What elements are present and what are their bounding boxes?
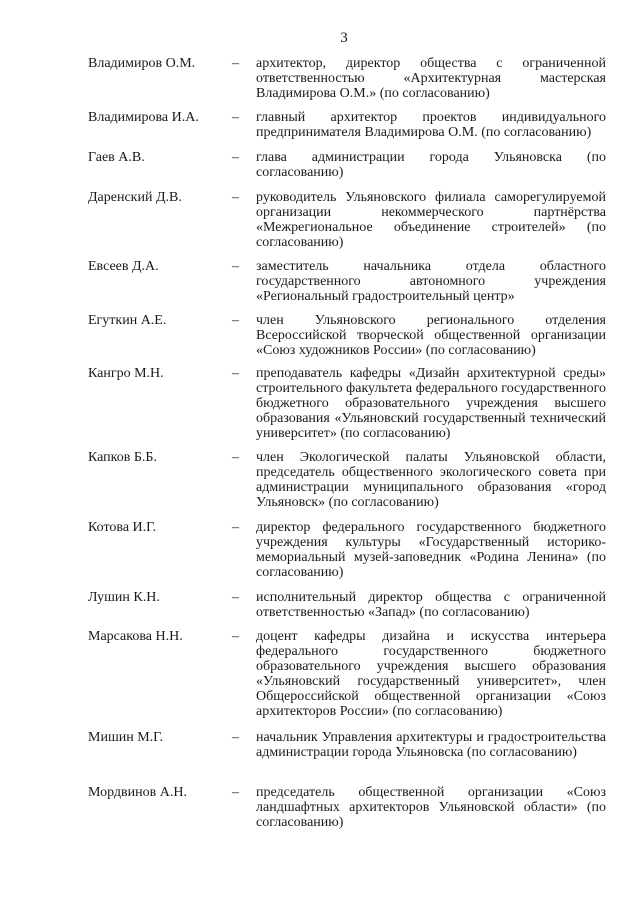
member-position: глава администрации города Ульяновска (по согласованию) xyxy=(256,150,606,180)
dash-separator: – xyxy=(232,110,239,125)
member-position: заместитель начальника отдела областного государственного автономного учреждения «Региональный градостроительный центр» xyxy=(256,259,606,304)
member-name: Марсакова Н.Н. xyxy=(88,629,183,644)
dash-separator: – xyxy=(232,629,239,644)
dash-separator: – xyxy=(232,190,239,205)
dash-separator: – xyxy=(232,730,239,745)
member-position: член Экологической палаты Ульяновской области, председатель общественного экологического совета при администрации муниципального образования «город Ульяновск» (по согласованию) xyxy=(256,450,606,510)
dash-separator: – xyxy=(232,785,239,800)
dash-separator: – xyxy=(232,450,239,465)
member-name: Даренский Д.В. xyxy=(88,190,182,205)
member-position: начальник Управления архитектуры и градостроительства администрации города Ульяновска (по согласованию) xyxy=(256,730,606,760)
member-name: Евсеев Д.А. xyxy=(88,259,159,274)
member-name: Мордвинов А.Н. xyxy=(88,785,187,800)
member-name: Владимирова И.А. xyxy=(88,110,199,125)
dash-separator: – xyxy=(232,259,239,274)
member-name: Капков Б.Б. xyxy=(88,450,157,465)
member-position: руководитель Ульяновского филиала саморегулируемой организации некоммерческого партнёрства «Межрегиональное объединение строителей» (по согласованию) xyxy=(256,190,606,250)
dash-separator: – xyxy=(232,520,239,535)
member-position: преподаватель кафедры «Дизайн архитектурной среды» строительного факультета федерального государственного бюджетного образовательного учреждения высшего образования «Ульяновский государственный технический университет» (по согласованию) xyxy=(256,366,606,441)
member-position: член Ульяновского регионального отделения Всероссийской творческой общественной организации «Союз художников России» (по согласованию) xyxy=(256,313,606,358)
member-name: Мишин М.Г. xyxy=(88,730,164,745)
member-position: доцент кафедры дизайна и искусства интерьера федерального государственного бюджетного образовательного учреждения высшего образования «Ульяновский государственный университет», член Общероссийской общественной организации «Союз архитекторов России» (по согласованию) xyxy=(256,629,606,719)
member-position: исполнительный директор общества с ограниченной ответственностью «Запад» (по согласованию) xyxy=(256,590,606,620)
member-name: Егуткин А.Е. xyxy=(88,313,167,328)
member-position: главный архитектор проектов индивидуального предпринимателя Владимирова О.М. (по согласованию) xyxy=(256,110,606,140)
dash-separator: – xyxy=(232,56,239,71)
member-name: Гаев А.В. xyxy=(88,150,145,165)
dash-separator: – xyxy=(232,590,239,605)
dash-separator: – xyxy=(232,150,239,165)
member-name: Котова И.Г. xyxy=(88,520,157,535)
member-position: председатель общественной организации «Союз ландшафтных архитекторов Ульяновской области» (по согласованию) xyxy=(256,785,606,830)
member-name: Владимиров О.М. xyxy=(88,56,196,71)
member-position: архитектор, директор общества с ограниченной ответственностью «Архитектурная мастерская Владимирова О.М.» (по согласованию) xyxy=(256,56,606,101)
member-name: Кангро М.Н. xyxy=(88,366,164,381)
page-number: 3 xyxy=(340,30,348,46)
dash-separator: – xyxy=(232,313,239,328)
member-name: Лушин К.Н. xyxy=(88,590,160,605)
dash-separator: – xyxy=(232,366,239,381)
member-position: директор федерального государственного бюджетного учреждения культуры «Государственный историко-мемориальный музей-заповедник «Родина Ленина» (по согласованию) xyxy=(256,520,606,580)
